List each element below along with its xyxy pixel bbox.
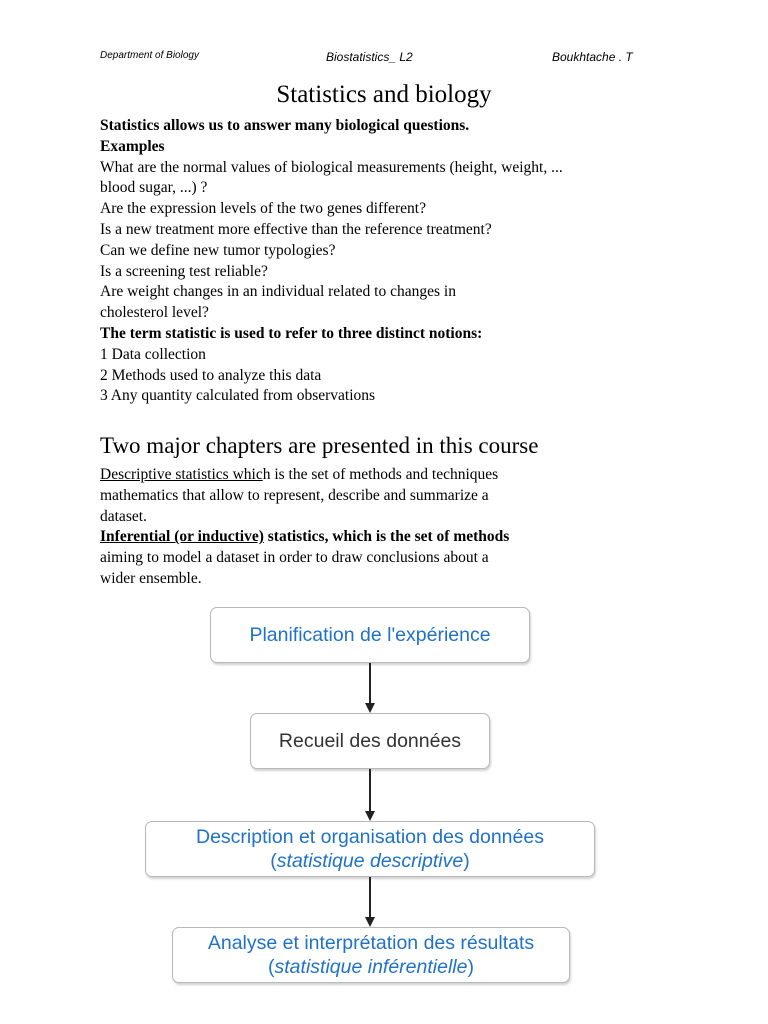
page-title: Statistics and biology bbox=[276, 81, 492, 108]
descriptive-line: dataset. bbox=[100, 507, 147, 525]
flowchart bbox=[0, 600, 768, 1000]
examples-label: Examples bbox=[100, 137, 165, 155]
question-line: Is a new treatment more effective than the reference treatment? bbox=[100, 220, 492, 238]
flow-arrow bbox=[369, 769, 371, 813]
inferential-line: aiming to model a dataset in order to draw conclusions about a bbox=[100, 549, 489, 567]
arrow-head-icon bbox=[365, 917, 375, 927]
descriptive-italic: statistique descriptive bbox=[276, 850, 464, 872]
flow-step-inferential-label: Analyse et interprétation des résultats bbox=[207, 932, 535, 954]
question-line: blood sugar, ...) ? bbox=[100, 179, 208, 197]
descriptive-line bbox=[100, 465, 660, 486]
flow-step-descriptive-sublabel bbox=[270, 849, 469, 873]
notion-item: 3 Any quantity calculated from observations bbox=[100, 387, 376, 405]
paren-close: ) bbox=[467, 956, 474, 978]
descriptive-term: Descriptive statistics whic bbox=[100, 466, 263, 483]
inferential-line: wider ensemble. bbox=[100, 569, 202, 587]
arrow-head-icon bbox=[365, 811, 375, 821]
paren-open: ( bbox=[270, 850, 277, 872]
inferential-text: statistics, which is the set of methods bbox=[263, 528, 510, 546]
intro-section bbox=[100, 116, 660, 407]
flow-step-descriptive bbox=[145, 821, 595, 877]
flow-arrow bbox=[369, 877, 371, 919]
inferential-italic: statistique inférentielle bbox=[274, 956, 468, 978]
question-line: Can we define new tumor typologies? bbox=[100, 241, 336, 259]
header-department: Department of Biology bbox=[100, 50, 199, 61]
flow-step-collection-label: Recueil des données bbox=[278, 730, 462, 752]
descriptive-text: h is the set of methods and techniques bbox=[262, 466, 499, 483]
flow-step-planning-label: Planification de l'expérience bbox=[249, 624, 491, 646]
chapters-heading: Two major chapters are presented in this course bbox=[100, 433, 539, 458]
inferential-line bbox=[100, 527, 660, 548]
question-line: Are weight changes in an individual related to changes in bbox=[100, 283, 456, 301]
header-author: Boukhtache . T bbox=[552, 50, 633, 64]
inferential-term: Inferential (or inductive) bbox=[100, 528, 264, 546]
chapters-section bbox=[100, 465, 660, 590]
paren-close: ) bbox=[463, 850, 470, 872]
question-line: Are the expression levels of the two genes different? bbox=[100, 200, 426, 218]
notion-item: 1 Data collection bbox=[100, 345, 206, 363]
flow-step-collection bbox=[250, 713, 490, 769]
flow-step-descriptive-label: Description et organisation des données bbox=[196, 826, 544, 848]
flow-step-inferential bbox=[172, 927, 570, 983]
intro-lead: Statistics allows us to answer many biological questions. bbox=[100, 117, 470, 134]
arrow-head-icon bbox=[365, 703, 375, 713]
question-line: Is a screening test reliable? bbox=[100, 262, 268, 280]
question-line: What are the normal values of biological measurements (height, weight, ... bbox=[100, 158, 563, 176]
flow-step-inferential-sublabel bbox=[268, 955, 474, 979]
descriptive-line: mathematics that allow to represent, describe and summarize a bbox=[100, 486, 489, 504]
flow-step-planning bbox=[210, 607, 530, 663]
notion-item: 2 Methods used to analyze this data bbox=[100, 366, 322, 384]
paren-open: ( bbox=[268, 956, 275, 978]
header-course: Biostatistics_ L2 bbox=[326, 50, 413, 64]
notions-label: The term statistic is used to refer to three distinct notions: bbox=[100, 324, 483, 342]
flow-arrow bbox=[369, 663, 371, 705]
question-line: cholesterol level? bbox=[100, 304, 209, 322]
